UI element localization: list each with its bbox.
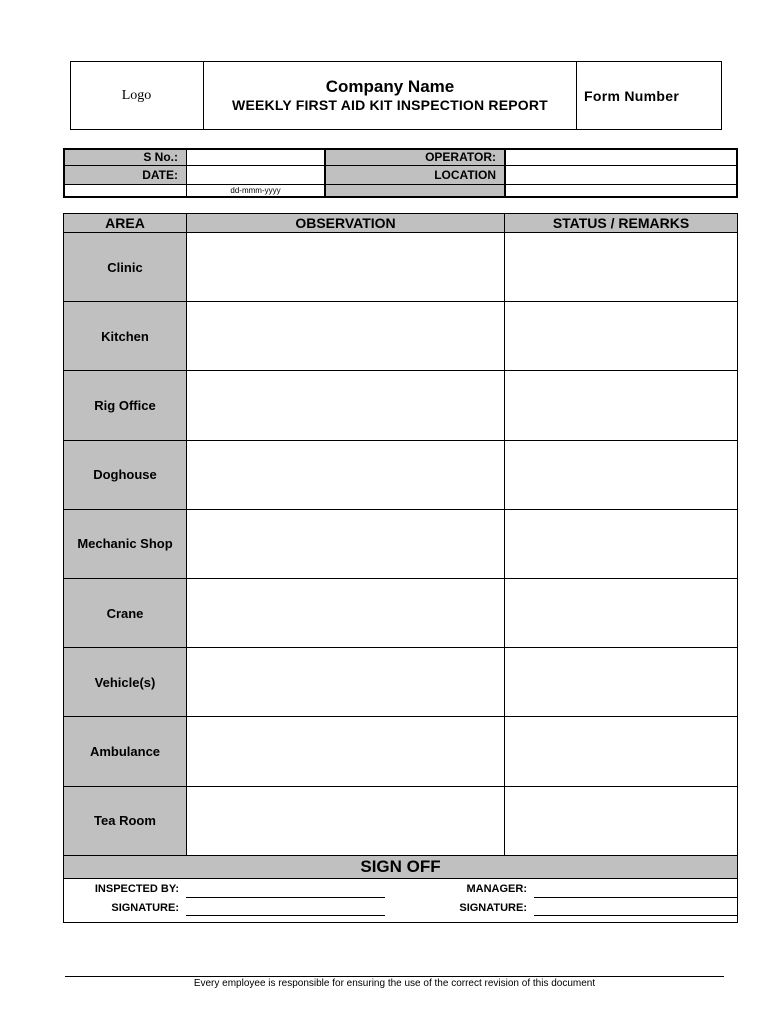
observation-cell[interactable]	[187, 233, 505, 302]
info-empty-cell	[506, 185, 736, 196]
area-label: Vehicle(s)	[64, 648, 187, 717]
area-label: Crane	[64, 579, 187, 648]
manager-line[interactable]	[534, 897, 737, 898]
status-remarks-cell[interactable]	[505, 233, 737, 302]
info-table	[63, 148, 738, 198]
observation-cell[interactable]	[187, 371, 505, 440]
area-label: Tea Room	[64, 787, 187, 856]
status-remarks-cell[interactable]	[505, 787, 737, 856]
report-title: WEEKLY FIRST AID KIT INSPECTION REPORT	[232, 97, 548, 113]
observation-cell[interactable]	[187, 441, 505, 510]
date-field[interactable]	[187, 166, 326, 185]
manager-label: MANAGER:	[466, 883, 527, 895]
observation-cell[interactable]	[187, 717, 505, 786]
location-label: LOCATION	[326, 166, 506, 185]
date-format-hint: dd-mmm-yyyy	[187, 185, 326, 196]
header-observation: OBSERVATION	[187, 214, 505, 233]
status-remarks-cell[interactable]	[505, 510, 737, 579]
status-remarks-cell[interactable]	[505, 717, 737, 786]
area-label: Ambulance	[64, 717, 187, 786]
signoff-title: SIGN OFF	[64, 856, 737, 879]
status-remarks-cell[interactable]	[505, 579, 737, 648]
logo: Logo	[70, 61, 204, 130]
observation-cell[interactable]	[187, 510, 505, 579]
sno-label: S No.:	[65, 150, 187, 166]
location-field[interactable]	[506, 166, 736, 185]
info-grey-spacer	[326, 185, 506, 196]
signature-right-line[interactable]	[534, 915, 737, 916]
sno-field[interactable]	[187, 150, 326, 166]
area-label: Mechanic Shop	[64, 510, 187, 579]
status-remarks-cell[interactable]	[505, 441, 737, 510]
info-spacer-cell	[65, 185, 187, 196]
header-area: AREA	[64, 214, 187, 233]
observation-cell[interactable]	[187, 787, 505, 856]
observation-cell[interactable]	[187, 579, 505, 648]
observation-cell[interactable]	[187, 648, 505, 717]
area-label: Kitchen	[64, 302, 187, 371]
title-block	[204, 61, 577, 130]
company-name: Company Name	[325, 77, 455, 96]
signature-left-label: SIGNATURE:	[111, 902, 179, 914]
header-status-remarks: STATUS / REMARKS	[505, 214, 737, 233]
signature-right-label: SIGNATURE:	[459, 902, 527, 914]
signature-left-line[interactable]	[186, 915, 385, 916]
footer-text: Every employee is responsible for ensuring the use of the correct revision of this document	[193, 978, 596, 989]
area-label: Doghouse	[64, 441, 187, 510]
inspection-table	[63, 213, 738, 923]
status-remarks-cell[interactable]	[505, 371, 737, 440]
inspected-by-line[interactable]	[186, 897, 385, 898]
status-remarks-cell[interactable]	[505, 302, 737, 371]
form-number: Form Number	[584, 87, 680, 104]
operator-field[interactable]	[506, 150, 736, 166]
area-label: Rig Office	[64, 371, 187, 440]
date-label: DATE:	[65, 166, 187, 185]
observation-cell[interactable]	[187, 302, 505, 371]
operator-label: OPERATOR:	[326, 150, 506, 166]
inspected-by-label: INSPECTED BY:	[94, 883, 179, 895]
area-label: Clinic	[64, 233, 187, 302]
status-remarks-cell[interactable]	[505, 648, 737, 717]
